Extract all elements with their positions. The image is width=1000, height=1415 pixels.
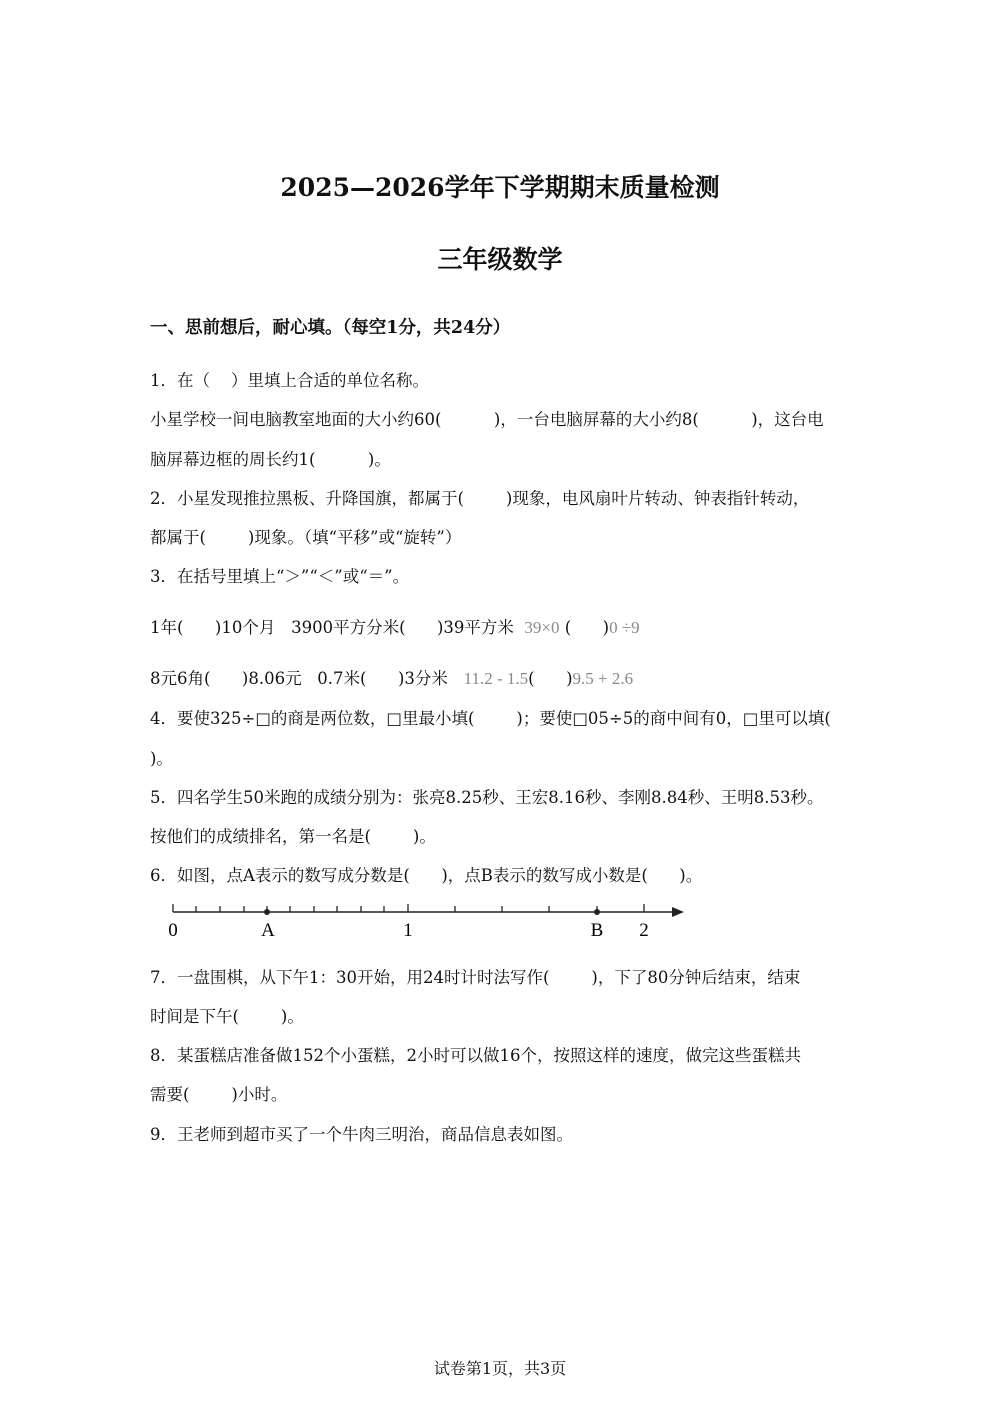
point-a-label: A: [261, 920, 275, 941]
question-1-line-3: 脑屏幕边框的周长约1( )。: [150, 450, 391, 469]
number-line-ticks: [173, 904, 644, 912]
q3-row1-text: 1年( )10个月 3900平方分米( )39平方米: [150, 618, 525, 637]
question-9-line-1: 9．王老师到超市买了一个牛肉三明治，商品信息表如图。: [150, 1125, 573, 1144]
question-5-line-2: 按他们的成绩排名，第一名是( )。: [150, 827, 436, 846]
exam-subtitle: 三年级数学: [437, 245, 563, 274]
question-8-line-1: 8．某蛋糕店准备做152个小蛋糕，2小时可以做16个，按照这样的速度，做完这些蛋糕共: [150, 1046, 801, 1065]
q3-row1-blank: ( ): [559, 618, 610, 637]
question-6-line-1: 6．如图，点A表示的数写成分数是( )，点B表示的数写成小数是( )。: [150, 866, 703, 885]
question-3-row-2: [150, 668, 633, 690]
q3-row2-text: 8元6角( )8.06元 0.7米( )3分米: [150, 669, 464, 688]
page-footer: 试卷第1页，共3页: [433, 1359, 567, 1378]
q3-row1-expr-a: 39×0: [524, 618, 560, 637]
q3-row2-expr-a: 11.2 - 1.5: [463, 669, 529, 688]
question-7-line-2: 时间是下午( )。: [150, 1007, 304, 1026]
question-4-line-2: )。: [150, 749, 173, 768]
number-line-figure: [160, 896, 700, 944]
q3-row1-expr-b: 0 ÷9: [609, 618, 640, 637]
tick-label-0: 0: [168, 920, 178, 941]
question-3-line-1: 3．在括号里填上“＞”“＜”或“＝”。: [150, 567, 410, 586]
question-1-line-2: 小星学校一间电脑教室地面的大小约60( )，一台电脑屏幕的大小约8( )，这台电: [150, 410, 824, 429]
question-2-line-2: 都属于( )现象。（填“平移”或“旋转”）: [150, 528, 462, 547]
question-5-line-1: 5．四名学生50米跑的成绩分别为：张亮8.25秒、王宏8.16秒、李刚8.84秒、王明8.53秒。: [150, 788, 824, 807]
tick-label-2: 2: [639, 920, 649, 941]
q3-row2-blank: ( ): [528, 669, 573, 688]
question-7-line-1: 7．一盘围棋，从下午1：30开始，用24时计时法写作( )，下了80分钟后结束，结束: [150, 968, 801, 987]
point-b-label: B: [590, 920, 604, 941]
section-heading: 一、思前想后，耐心填。（每空1分，共24分）: [150, 318, 511, 338]
tick-label-1: 1: [403, 920, 413, 941]
question-1-line-1: 1．在（ ）里填上合适的单位名称。: [150, 371, 429, 390]
question-2-line-1: 2．小星发现推拉黑板、升降国旗，都属于( )现象，电风扇叶片转动、钟表指针转动，: [150, 489, 810, 508]
point-a-dot: [264, 909, 270, 915]
exam-title: 2025—2026学年下学期期末质量检测: [280, 173, 720, 202]
number-line-arrow: [672, 907, 684, 917]
question-3-row-1: [150, 617, 640, 639]
q3-row2-expr-b: 9.5 + 2.6: [572, 669, 634, 688]
question-8-line-2: 需要( )小时。: [150, 1085, 288, 1104]
question-4-line-1: 4．要使325÷□的商是两位数，□里最小填( )；要使□05÷5的商中间有0，□里可以填(: [150, 709, 831, 728]
point-b-dot: [594, 909, 600, 915]
